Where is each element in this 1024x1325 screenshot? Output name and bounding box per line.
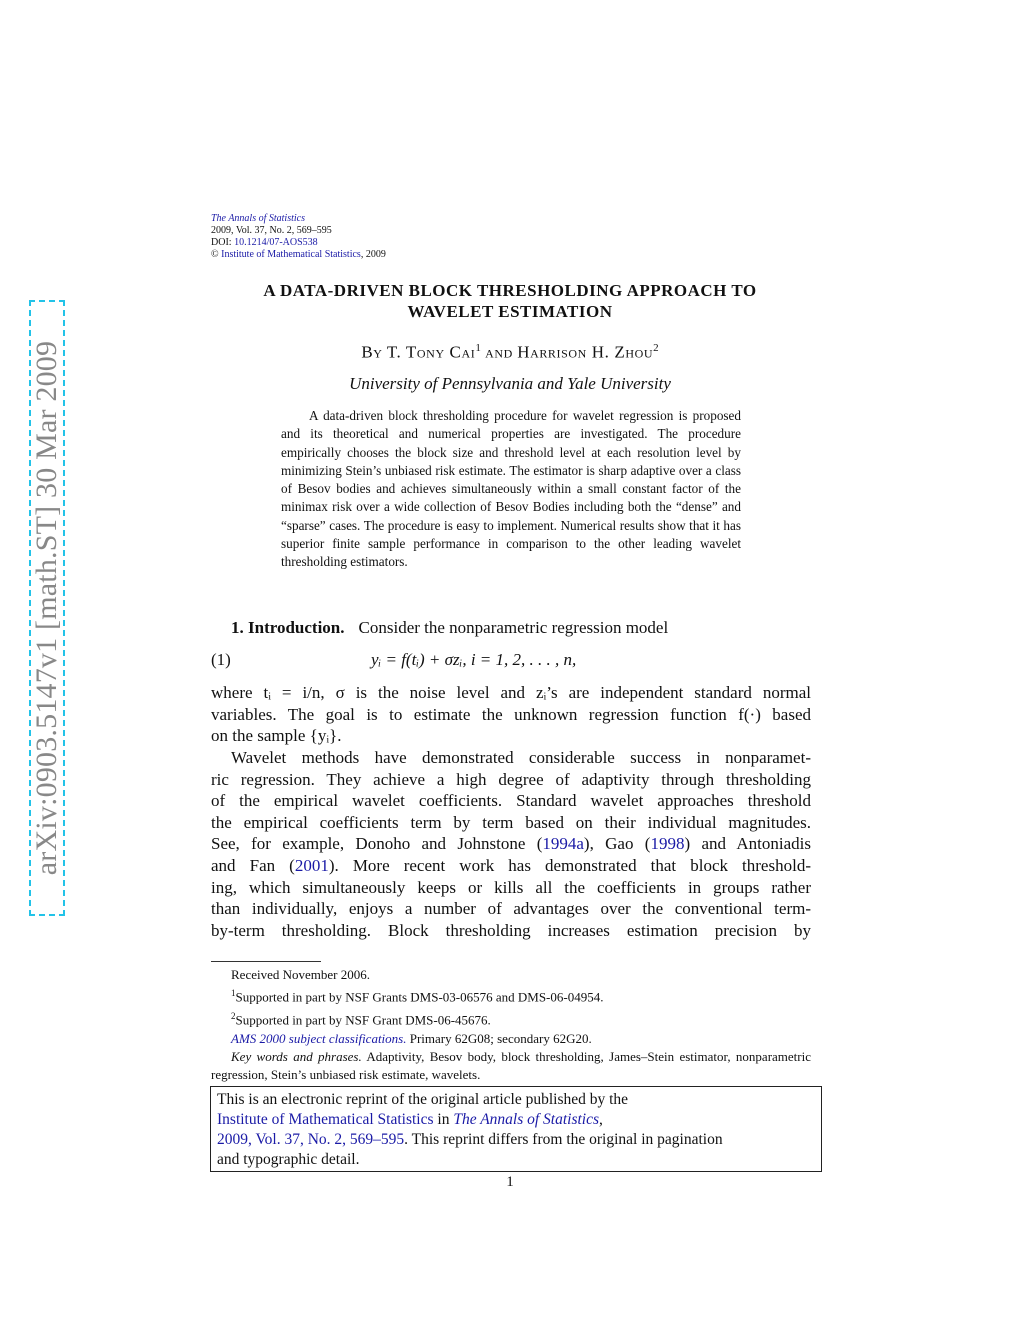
footnote-2-text: Supported in part by NSF Grant DMS-06-45676. xyxy=(235,1012,491,1028)
intro-heading-line xyxy=(231,618,668,638)
text-span: and Fan ( xyxy=(211,855,295,875)
section-heading: 1. Introduction. xyxy=(231,618,345,637)
reprint-line-4: and typographic detail. xyxy=(217,1151,360,1168)
ams-classification-text: Primary 62G08; secondary 62G20. xyxy=(406,1030,592,1046)
para2-line-9: by-term thresholding. Block thresholding increases estimation precision by xyxy=(211,920,811,940)
para1-line-2: variables. The goal is to estimate the unknown regression function f(·) based xyxy=(211,704,811,724)
reprint-line-3 xyxy=(217,1130,815,1150)
citation-link-2001[interactable]: 2001 xyxy=(294,855,329,875)
title-line-2: WAVELET ESTIMATION xyxy=(407,302,613,321)
received-note: Received November 2006. xyxy=(231,967,370,982)
ams-classification xyxy=(211,1030,811,1048)
ams-classification-link[interactable]: AMS 2000 subject classifications. xyxy=(231,1030,407,1046)
para2-line-2: ric regression. They achieve a high degree of adaptivity through thresholding xyxy=(211,769,811,789)
reprint-publisher-link[interactable]: Institute of Mathematical Statistics xyxy=(217,1111,434,1128)
para2-line-5 xyxy=(211,833,811,855)
journal-name-link[interactable]: The Annals of Statistics xyxy=(211,213,305,224)
para2-line-8: than individually, enjoys a number of advantages over the conventional term- xyxy=(211,899,811,919)
journal-volume-line: 2009, Vol. 37, No. 2, 569–595 xyxy=(211,225,332,236)
doi-line xyxy=(211,237,386,249)
reprint-rest: . This reprint differs from the original in pagination xyxy=(404,1131,723,1148)
para2-line-6 xyxy=(211,855,811,877)
footnote-1 xyxy=(211,984,811,1007)
by-label: By xyxy=(361,342,383,362)
reprint-journal-link[interactable]: The Annals of Statistics xyxy=(453,1111,600,1128)
copyright-year: , 2009 xyxy=(360,249,386,260)
reprint-in: in xyxy=(433,1111,454,1128)
citation-link-1998[interactable]: 1998 xyxy=(650,834,685,854)
para2-line-1: Wavelet methods have demonstrated considerable success in nonparamet- xyxy=(231,748,811,767)
paper-title xyxy=(200,280,820,322)
reprint-line-2 xyxy=(217,1110,815,1130)
citation-link-1994a[interactable]: 1994a xyxy=(542,834,584,854)
copyright-symbol: © xyxy=(211,249,219,260)
footnote-1-text: Supported in part by NSF Grants DMS-03-06576 and DMS-06-04954. xyxy=(235,989,604,1005)
footnote-rule xyxy=(211,961,321,962)
copyright-line xyxy=(211,249,386,261)
doi-link[interactable]: 10.1214/07-AOS538 xyxy=(234,237,318,248)
footnote-2-mark: 2 xyxy=(231,1010,236,1021)
keywords-text: Adaptivity, Besov body, block thresholding, James–Stein estimator, nonparametric regression, Stein’s unbiased risk estimate, wavelets. xyxy=(211,1048,811,1083)
text-span: ) and Antoniadis xyxy=(684,834,811,854)
and-label: and xyxy=(485,342,513,362)
para2-line-7: ing, which simultaneously keeps or kills all the coefficients in groups rather xyxy=(211,877,811,897)
reprint-citation-link[interactable]: 2009, Vol. 37, No. 2, 569–595 xyxy=(217,1131,405,1148)
keywords xyxy=(211,1048,811,1085)
author-2-sup: 2 xyxy=(653,342,659,354)
footnotes xyxy=(211,966,811,1084)
arxiv-stamp xyxy=(29,300,65,916)
paragraph-2 xyxy=(211,747,811,941)
authors xyxy=(200,342,820,363)
affiliation: University of Pennsylvania and Yale University xyxy=(349,374,671,393)
author-2: Harrison H. Zhou xyxy=(517,342,654,362)
reprint-line-1: This is an electronic reprint of the original article published by the xyxy=(217,1091,629,1108)
intro-lead: Consider the nonparametric regression model xyxy=(358,618,669,637)
para1-line-1: where tᵢ = i/n, σ is the noise level and zᵢ’s are independent standard normal xyxy=(211,683,811,702)
journal-header xyxy=(211,213,386,261)
para2-line-3: of the empirical wavelet coefficients. Standard wavelet approaches threshold xyxy=(211,791,811,811)
abstract: A data-driven block thresholding procedure for wavelet regression is proposed and its theoretical and numerical properties are investigated. The procedure empirically chooses the block size and threshold level at each resolution level by minimizing Stein’s unbiased risk estimate. The estimator is sharp adaptive over a class of Besov bodies and achieves simultaneously within a small constant factor of the minimax risk over a wide collection of Besov Bodies including both the “dense” and “sparse” cases. The procedure is easy to implement. Numerical results show that it has superior finite sample performance in comparison to the other leading wavelet thresholding estimators. xyxy=(281,408,741,570)
para1-line-3: on the sample {yᵢ}. xyxy=(211,726,342,746)
author-1: T. Tony Cai xyxy=(386,342,476,362)
title-line-1: A DATA-DRIVEN BLOCK THRESHOLDING APPROACH TO xyxy=(263,281,757,300)
footnote-2 xyxy=(211,1007,811,1030)
page-number: 1 xyxy=(506,1174,514,1190)
equation-body: yᵢ = f(tᵢ) + σzᵢ, i = 1, 2, . . . , n, xyxy=(371,650,577,669)
doi-label: DOI: xyxy=(211,237,232,248)
text-span: ), Gao ( xyxy=(583,834,651,854)
text-span: See, for example, Donoho and Johnstone ( xyxy=(211,834,543,854)
publisher-link[interactable]: Institute of Mathematical Statistics xyxy=(221,249,361,260)
keywords-label: Key words and phrases. xyxy=(231,1048,362,1064)
text-span: ). More recent work has demonstrated that block threshold- xyxy=(328,855,811,875)
para2-line-4: the empirical coefficients term by term based on their individual magnitudes. xyxy=(211,812,811,832)
equation-1 xyxy=(211,650,811,674)
author-1-sup: 1 xyxy=(475,342,481,354)
arxiv-stamp-text: arXiv:0903.5147v1 [math.ST] 30 Mar 2009 xyxy=(30,340,63,876)
reprint-comma: , xyxy=(599,1111,603,1128)
reprint-notice-box xyxy=(210,1086,822,1172)
footnote-1-mark: 1 xyxy=(231,988,236,999)
equation-number: (1) xyxy=(211,650,231,669)
paragraph-1 xyxy=(211,682,811,747)
